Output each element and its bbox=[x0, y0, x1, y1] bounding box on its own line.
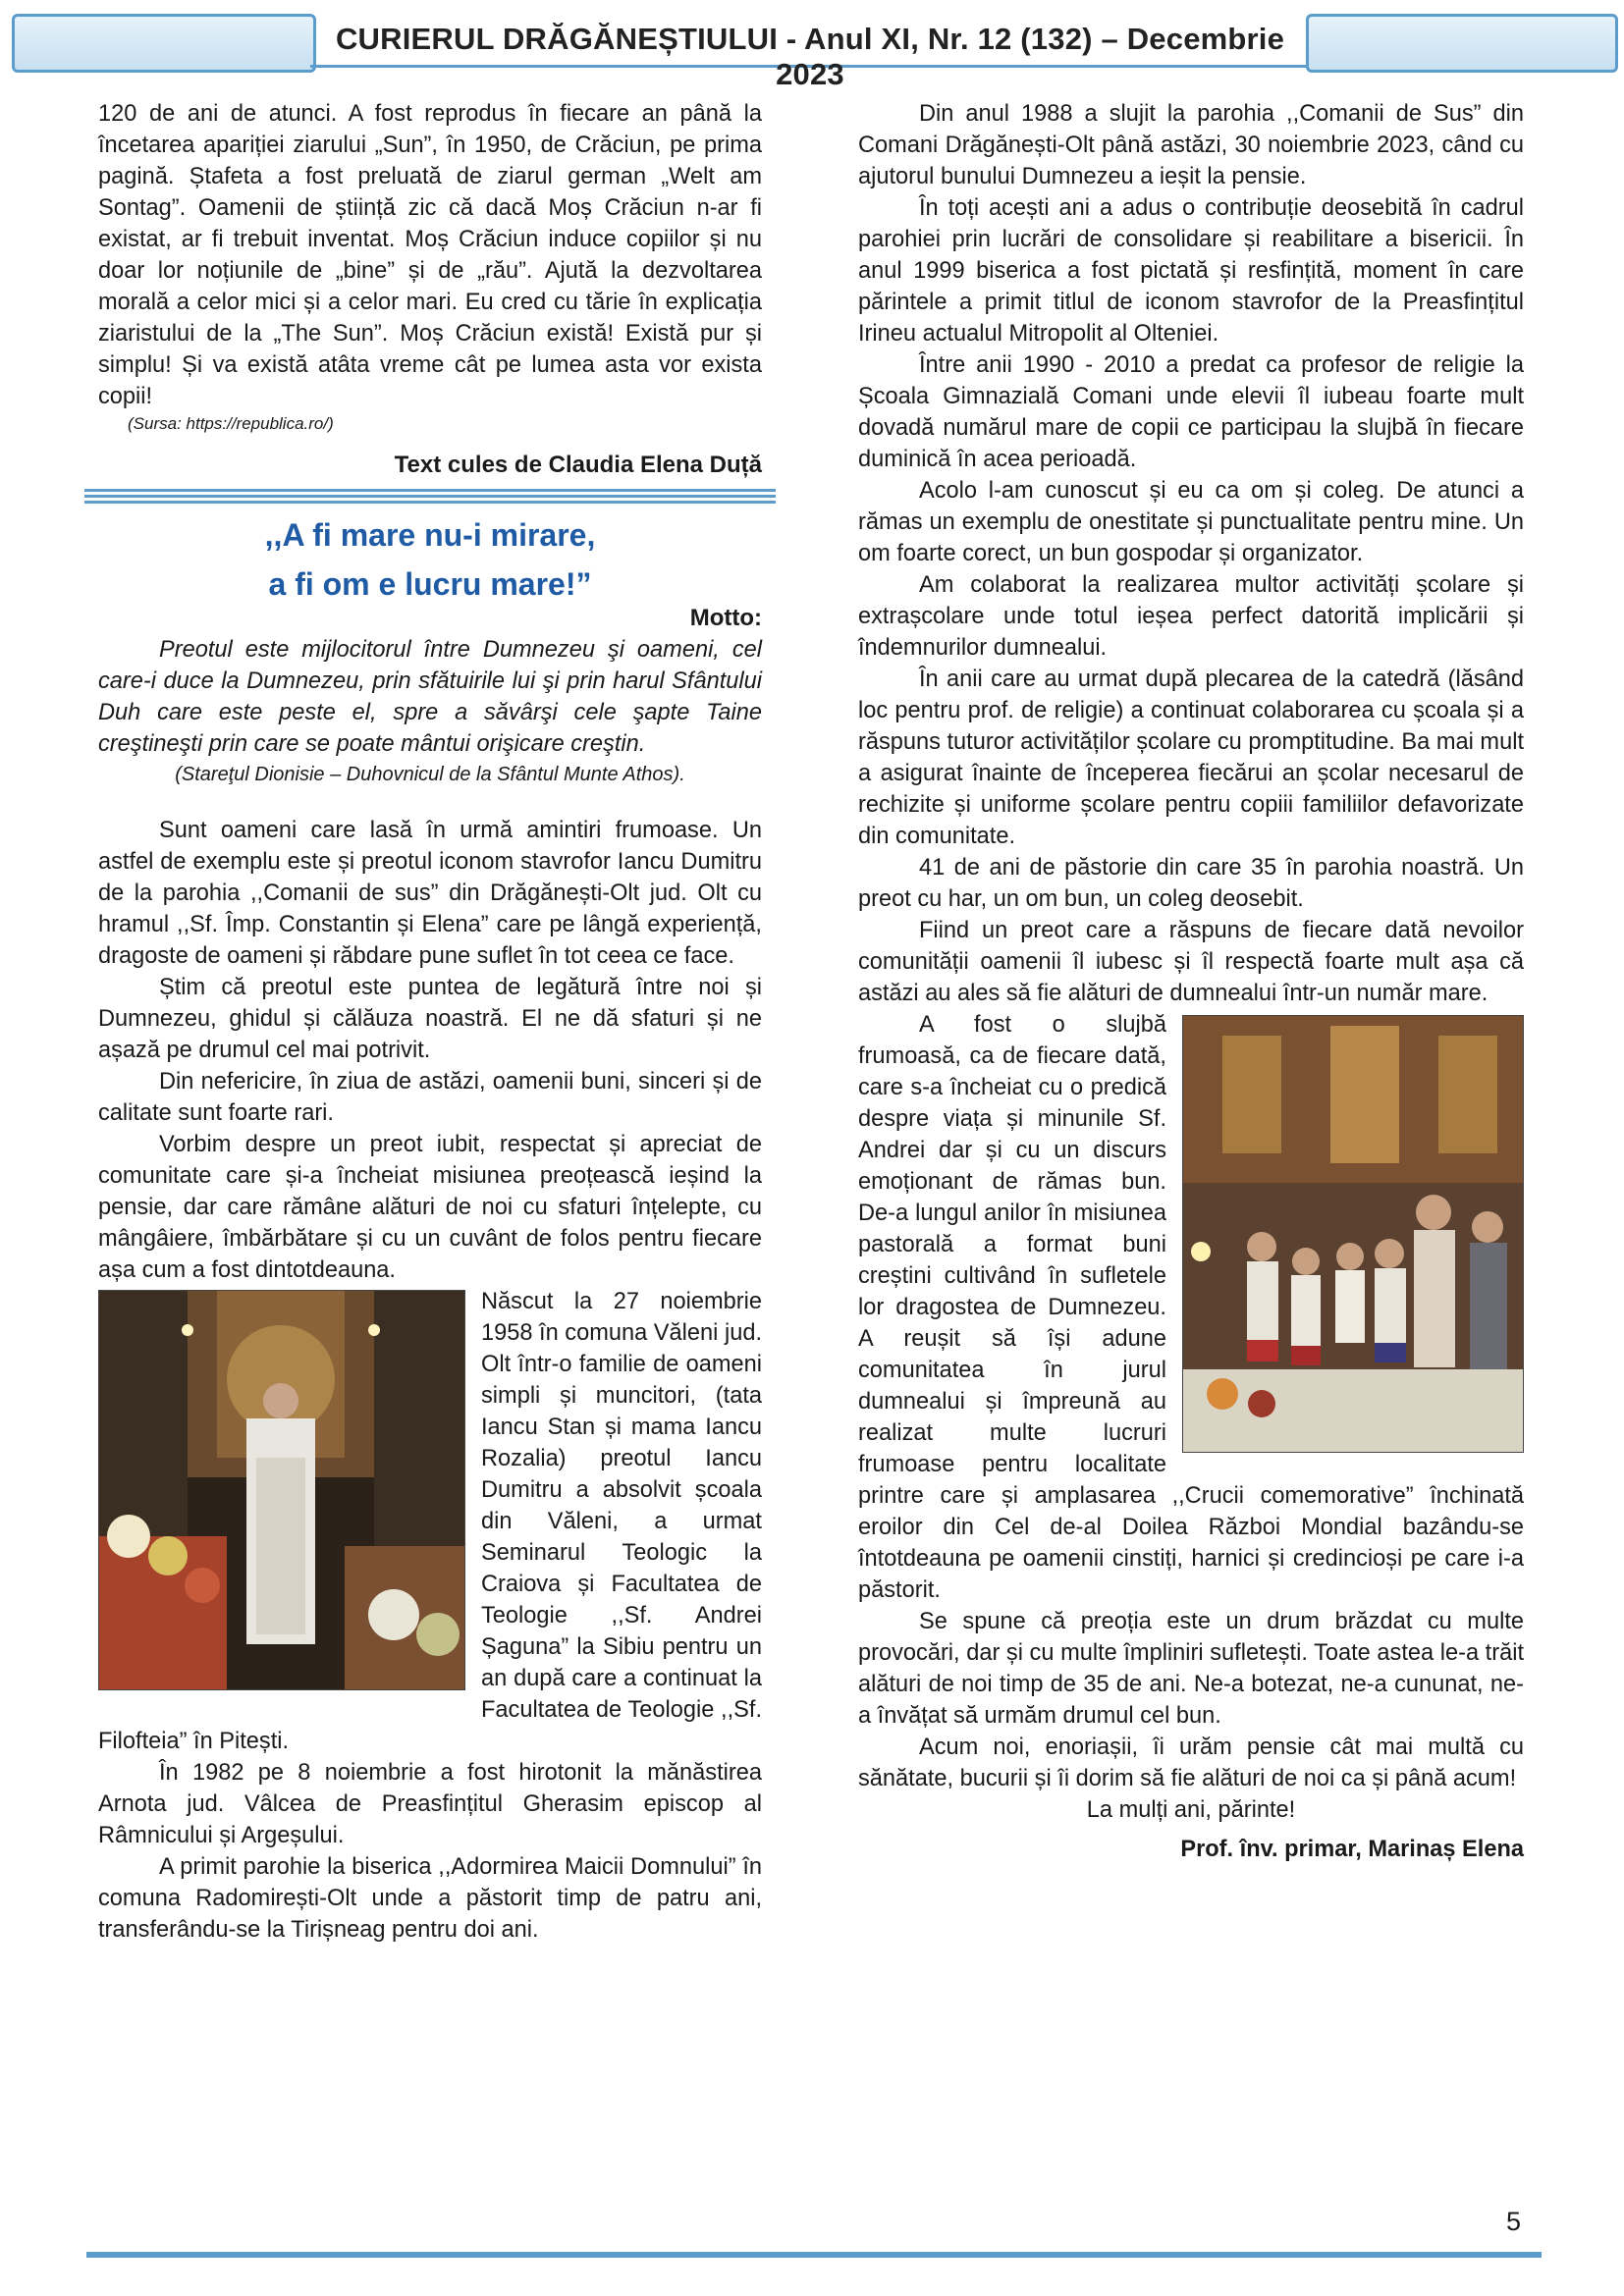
paragraph: Sunt oameni care lasă în urmă amintiri frumoase. Un astfel de exemplu este și preotul iconom stavrofor Iancu Dumitru de la parohia ,,Comanii de sus” din Drăgănești-Olt jud. Olt cu hramul ,,Sf. Împ. Constantin și Elena” care pe lângă experiență, dragoste de oameni și răbdare pune suflet în tot ceea ce face. bbox=[98, 818, 762, 969]
paragraph: Din nefericire, în ziua de astăzi, oamenii buni, sinceri și de calitate sunt foarte rari. bbox=[98, 1069, 762, 1126]
section-separator bbox=[84, 489, 776, 505]
paragraph-wrapped: Născut la 27 noiembrie 1958 în comuna Văleni jud. Olt într-o familie de oameni simpli și muncitori, (tata Iancu Stan și mama Iancu Rozalia) preotul Iancu Dumitru a absolvit școala din Văleni, a urmat Seminarul Teologic la Craiova și Facultatea de Teologie ,,Sf. Andrei Șaguna” la Sibiu pentru un an după care a continuat la Facultatea de Teologie ,,Sf. Filofteia” în Pitești. bbox=[98, 1289, 762, 1754]
paragraph: A primit parohie la biserica ,,Adormirea Maicii Domnului” în comuna Radomirești-Olt unde a păstorit timp de patru ani, transferându-se la Tirișneag pentru doi ani. bbox=[98, 1854, 762, 1943]
paragraph: Între anii 1990 - 2010 a predat ca profesor de religie la Școala Gimnazială Comani unde elevii îl iubeau foarte mult dovadă numărul mare de copii ce participau la slujbă în fiecare duminică în acea perioadă. bbox=[858, 352, 1524, 472]
closing-greeting: La mulți ani, părinte! bbox=[1086, 1797, 1296, 1823]
christmas-article-ending: 120 de ani de atunci. A fost reprodus în fiecare an până la încetarea apariției ziarului „Sun”, în 1950, de Crăciun, pe prima pagină. Ștafeta a fost preluată de ziarul german „Welt am Sontag”. Oamenii de știință zic că dacă Moș Crăciun n-ar fi existat, ar fi trebuit inventat. Moș Crăciun induce copiilor și nu doar lor noțiunile de „bine” și de „rău”. Ajută la dezvoltarea morală a celor mici și a celor mari. Eu cred cu tărie în explicația ziaristului de la „The Sun”. Moș Crăciun există! Există pur și simplu! Și va există atâta vreme cât pe lumea asta vor exista copii! bbox=[98, 101, 762, 409]
paragraph-wrapped: A fost o slujbă frumoasă, ca de fiecare dată, care s-a încheiat cu o predică despre viața și minunile Sf. Andrei dar și cu un discurs emoționant de rămas bun. De-a lungul anilor în misiunea pastorală a format buni creștini cultivând în sufletele lor dragostea de Dumnezeu. A reușit să își adune comunitatea în jurul dumnealui și împreună au realizat multe lucruri frumoase pentru localitate printre care și amplasarea ,,Crucii comemorative” închinată eroilor din Cel de-al Doilea Război Mondial bazându-se întotdeauna pe oamenii cinstiți, harnici și credincioși pe care i-a păstorit. bbox=[858, 1012, 1524, 1603]
article-credit: Text cules de Claudia Elena Duță bbox=[394, 452, 762, 478]
paragraph: 41 de ani de păstorie din care 35 în parohia noastră. Un preot cu har, un om bun, un coleg deosebit. bbox=[858, 855, 1524, 912]
footer-line bbox=[86, 2252, 1542, 2258]
paragraph: Știm că preotul este puntea de legătură între noi și Dumnezeu, ghidul și călăuza noastră. El ne dă sfaturi și ne așază pe drumul cel mai potrivit. bbox=[98, 975, 762, 1063]
author-signature: Prof. înv. primar, Marinaș Elena bbox=[1180, 1837, 1524, 1862]
header-left-tab bbox=[12, 14, 316, 73]
paragraph: Vorbim despre un preot iubit, respectat și apreciat de comunitate care și-a încheiat misiunea preoțească ieșind la pensie, dar care rămâne alături de noi cu sfaturi înțelepte, cu mângâiere, îmbărbătare și cu un cuvânt de folos pentru fiecare așa cum a fost dintotdeauna. bbox=[98, 1132, 762, 1283]
page-header-title: CURIERUL DRĂGĂNEȘTIULUI - Anul XI, Nr. 12 (132) – Decembrie 2023 bbox=[335, 22, 1285, 91]
paragraph: Din anul 1988 a slujit la parohia ,,Comanii de Sus” din Comani Drăgănești-Olt până astăzi, 30 noiembrie 2023, când cu ajutorul bunului Dumnezeu a ieșit la pensie. bbox=[858, 101, 1524, 189]
article-source: (Sursa: https://republica.ro/) bbox=[128, 414, 334, 433]
children-church-photo bbox=[1182, 1015, 1524, 1453]
page-number: 5 bbox=[1506, 2207, 1522, 2236]
article-headline-line-1: ,,A fi mare nu-i mirare, bbox=[264, 517, 596, 553]
right-column bbox=[858, 98, 1524, 1865]
paragraph: În anii care au urmat după plecarea de la catedră (lăsând loc pentru prof. de religie) a continuat colaborarea cu școala și a răspuns tuturor activităților școlare cu promptitudine. Ba mai mult a asigurat înainte de începerea fiecărui an școlar necesarul de rechizite și uniforme școlare pentru copiii familiilor defavorizate din comunitate. bbox=[858, 667, 1524, 849]
motto-label: Motto: bbox=[689, 605, 762, 631]
paragraph: Am colaborat la realizarea multor activități școlare și extrașcolare unde totul ieșea perfect datorită implicării și îndemnurilor dumnealui. bbox=[858, 572, 1524, 661]
motto-source: (Stareţul Dionisie – Duhovnicul de la Sfântul Munte Athos). bbox=[175, 764, 685, 785]
paragraph: Acum noi, enoriașii, îi urăm pensie cât mai multă cu sănătate, bucurii și îi dorim să fie alături de noi ca și până acum! bbox=[858, 1735, 1524, 1791]
article-headline-line-2: a fi om e lucru mare!” bbox=[268, 566, 592, 602]
priest-church-photo bbox=[98, 1290, 465, 1690]
paragraph: În toți acești ani a adus o contribuție deosebită în cadrul parohiei prin lucrări de consolidare și reabilitare a bisericii. În anul 1999 biserica a fost pictată și resfințită, moment în care părintele a primit titlul de iconom stavrofor de la Preasfințitul Irineu actualul Mitropolit al Olteniei. bbox=[858, 195, 1524, 347]
motto-text: Preotul este mijlocitorul între Dumnezeu şi oameni, cel care-i duce la Dumnezeu, prin sfătuirile lui şi prin harul Sfântului Duh care este peste el, spre a săvârşi cele şapte Taine creştineşti prin care se poate mântui orişicare creştin. bbox=[98, 637, 762, 757]
paragraph: În 1982 pe 8 noiembrie a fost hirotonit la mănăstirea Arnota jud. Vâlcea de Preasfințitul Gherasim episcop al Râmnicului și Argeșului. bbox=[98, 1760, 762, 1848]
left-column bbox=[98, 98, 762, 1946]
priest-church-photo-image bbox=[99, 1291, 464, 1689]
paragraph: Fiind un preot care a răspuns de fiecare dată nevoilor comunității oamenii îl iubesc și îl respectă foarte mult așa că astăzi au ales să fie alături de dumnealui într-un număr mare. bbox=[858, 918, 1524, 1006]
children-church-photo-image bbox=[1183, 1016, 1523, 1452]
header-right-tab bbox=[1306, 14, 1618, 73]
paragraph: Se spune că preoția este un drum brăzdat cu multe provocări, dar și cu multe împliniri sufletești. Toate astea le-a trăit alături de noi timp de 35 de ani. Ne-a botezat, ne-a cununat, ne-a învățat să urmăm drumul cel bun. bbox=[858, 1609, 1524, 1729]
paragraph: Acolo l-am cunoscut și eu ca om și coleg. De atunci a rămas un exemplu de onestitate și punctualitate pentru mine. Un om foarte corect, un bun gospodar și organizator. bbox=[858, 478, 1524, 566]
